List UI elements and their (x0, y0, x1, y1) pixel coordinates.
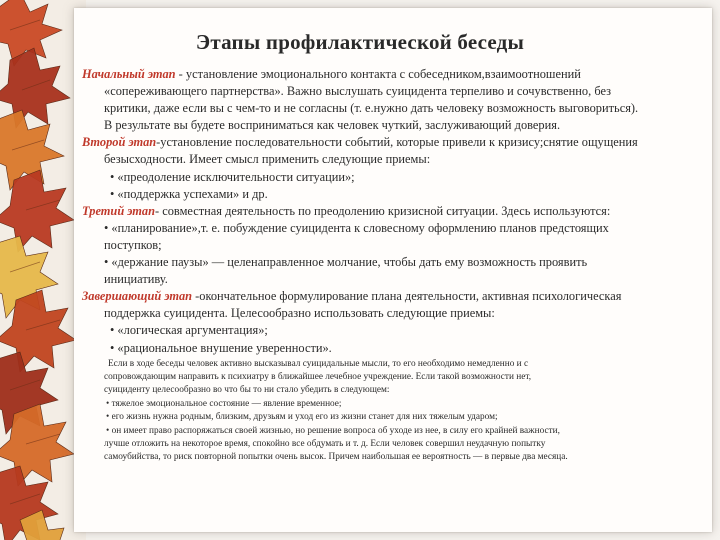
content (82, 66, 712, 465)
note-line: лучше отложить на некоторое время, спокойно все обдумать и т. д. Если человек совершил неудачную попытку (104, 439, 546, 450)
note-line: сопровождающим направить к психиатру в ближайшее лечебное учреждение. Если такой возможности нет, (104, 372, 532, 382)
note-line: самоубийства, то риск повторной попытки очень высок. Причем наибольшая ее вероятность — в первые два месяца. (104, 452, 568, 463)
stage3-line: Третий этап- совместная деятельность по преодолению кризисной ситуации. Здесь используются: (82, 203, 611, 218)
stage4-line: Завершающий этап -окончательное формулирование плана деятельности, активная психологическая (82, 289, 622, 304)
stage2-line: Второй этап-установление последовательности событий, которые привели к кризису;снятие ощущения (82, 135, 638, 150)
stage1-line: В результате вы будете восприниматься как человек чуткий, заслуживающий доверия. (104, 118, 561, 133)
stage4-label: Завершающий этап (82, 289, 193, 304)
stage1-line: Начальный этап - установление эмоционального контакта с собеседником,взаимоотношений (82, 67, 581, 81)
stage3-bullet: • «планирование»,т. е. побуждение суицидента к словесному оформлению планов предстоящих (104, 220, 609, 235)
note-bullet: • его жизнь нужна родным, близким, друзьям и уход его из жизни станет для них тяжелым ударом; (106, 412, 498, 423)
stage4-bullet: • «логическая аргументация»; (110, 323, 268, 338)
note-bullet: • тяжелое эмоциональное состояние — явление временное; (106, 398, 342, 409)
stage1-line: критики, даже если вы с чем-то и не согласны (т. е.нужно дать человеку возможность выговориться). (104, 101, 639, 116)
stage4-line: поддержка суицидента. Целесообразно использовать следующие приемы: (104, 306, 495, 321)
stage2-line: безысходности. Имеет смысл применить следующие приемы: (104, 152, 431, 167)
stage1-label: Начальный этап (82, 67, 176, 81)
stage2-label: Второй этап (82, 135, 157, 150)
stage4-bullet: • «рациональное внушение уверенности». (110, 340, 332, 355)
note-line: суициденту целесообразно во что бы то ни стало убедить в следующем: (104, 385, 390, 396)
stage2-bullet: • «преодоление исключительности ситуации»; (110, 169, 355, 184)
stage3-label: Третий этап (82, 203, 156, 218)
note-bullet: • он имеет право распоряжаться своей жизнью, но решение вопроса об уходе из нее, в силу его крайней важности, (106, 425, 560, 436)
stage3-bullet: поступков; (104, 237, 162, 252)
stage2-bullet: • «поддержка успехами» и др. (110, 186, 268, 201)
page-title: Этапы профилактической беседы (195, 30, 525, 54)
stage3-bullet: • «держание паузы» — целенаправленное молчание, чтобы дать ему возможность проявить (104, 255, 588, 270)
stage3-bullet: инициативу. (104, 272, 168, 287)
stage1-line: «сопереживающего партнерства». Важно выслушать суицидента терпеливо и сочувственно, без (104, 84, 612, 99)
note-line: Если в ходе беседы человек активно высказывал суицидальные мысли, то его необходимо немедленно и с (108, 358, 529, 369)
